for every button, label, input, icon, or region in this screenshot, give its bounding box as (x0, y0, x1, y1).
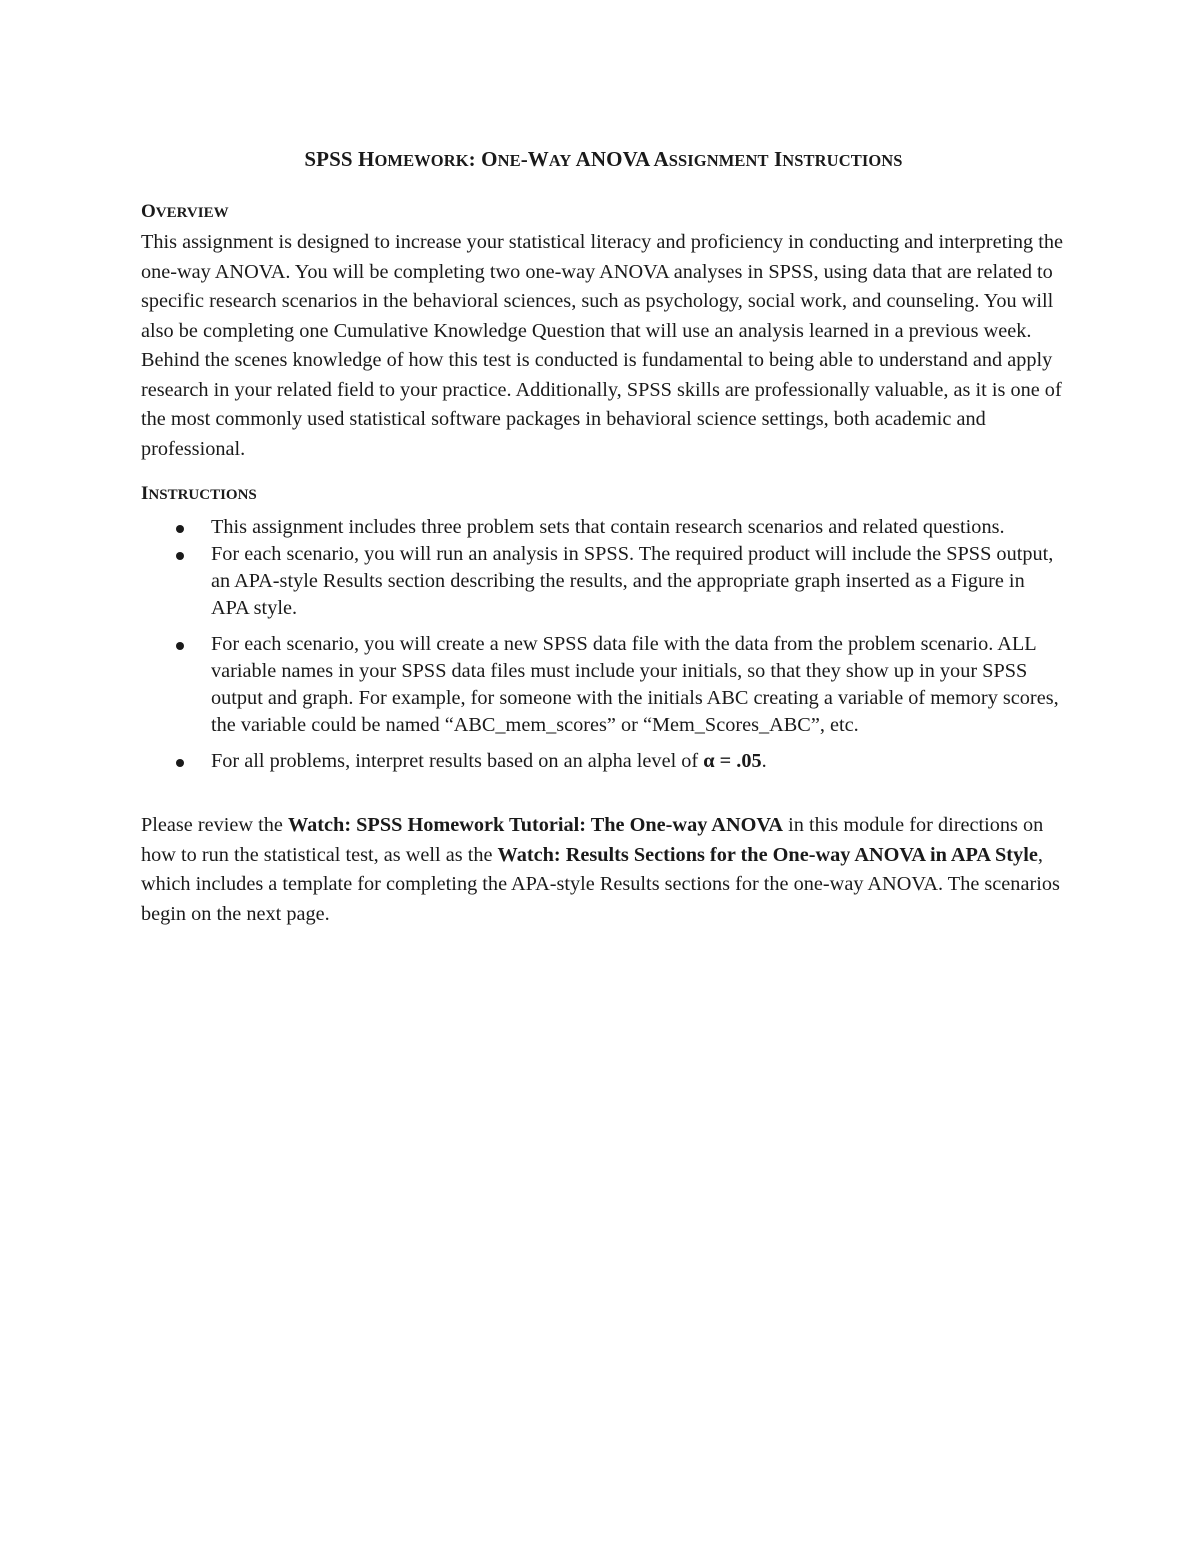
closing-text: , which includes a template for completing the APA-style Results sections for the one-way ANOVA. The scenarios begin on the next page. (141, 843, 1060, 925)
bullet-icon (176, 525, 184, 533)
title-part: OMEWORK (374, 151, 469, 170)
results-reference: Watch: Results Sections for the One-way ANOVA in APA Style (497, 843, 1038, 866)
heading-part: VERVIEW (155, 205, 229, 221)
title-part: SPSS H (304, 147, 375, 171)
list-item (141, 748, 1066, 775)
list-item-text: For all problems, interpret results based on an alpha level of (211, 750, 704, 772)
overview-heading (141, 199, 1066, 226)
list-item (141, 514, 1066, 541)
closing-paragraph (141, 811, 1066, 929)
page-title (141, 143, 1066, 177)
title-part: I (768, 147, 783, 171)
document-content (141, 143, 1066, 949)
title-part: AY (548, 151, 572, 170)
closing-text: Please review the (141, 814, 288, 836)
title-part: - (520, 147, 528, 171)
title-part: NSTRUCTIONS (782, 151, 903, 170)
list-item (141, 541, 1066, 622)
instructions-heading (141, 481, 1066, 508)
alpha-value: α = .05 (703, 750, 762, 772)
title-part: O (481, 147, 498, 171)
tutorial-reference: Watch: SPSS Homework Tutorial: The One-way ANOVA (287, 814, 784, 836)
closing-text: in this module for directions on how to run the statistical test, as well as the (141, 814, 1044, 866)
bullet-icon (176, 552, 184, 560)
title-part: NE (497, 151, 521, 170)
list-item-text: This assignment includes three problem sets that contain research scenarios and related questions. (211, 516, 1005, 538)
list-item-text: For each scenario, you will create a new SPSS data file with the data from the problem scenario. ALL variable names in your SPSS data files must include your initials, so that they show up in your SPSS output and graph. For example, for someone with the initials ABC creating a variable of memory scores, the variable could be named “ABC_mem_scores” or “Mem_Scores_ABC”, etc. (211, 633, 1059, 736)
title-part: ANOVA (571, 147, 654, 171)
list-item-text: For each scenario, you will run an analysis in SPSS. The required product will include the SPSS output, an APA-style Results section describing the results, and the appropriate graph inserted as a Figure in APA style. (211, 543, 1054, 619)
instructions-list (141, 514, 1066, 775)
list-item-text: . (761, 750, 767, 772)
heading-part: NSTRUCTIONS (148, 487, 257, 503)
heading-part: O (141, 201, 156, 222)
bullet-icon (176, 642, 184, 650)
title-part: SSIGNMENT (668, 151, 769, 170)
overview-paragraph: This assignment is designed to increase your statistical literacy and proficiency in conducting and interpreting the one-way ANOVA. You will be completing two one-way ANOVA analyses in SPSS, using data that are related to specific research scenarios in the behavioral sciences, such as psychology, social work, and counseling. You will also be completing one Cumulative Knowledge Question that will use an analysis learned in a previous week. Behind the scenes knowledge of how this test is conducted is fundamental to being able to understand and apply research in your related field to your practice. Additionally, SPSS skills are professionally valuable, as it is one of the most commonly used statistical software packages in behavioral science settings, both academic and professional. (141, 231, 1063, 460)
title-part: A (653, 147, 669, 171)
title-part: : (468, 147, 482, 171)
title-part: W (527, 147, 549, 171)
bullet-icon (176, 759, 184, 767)
heading-part: I (141, 483, 149, 504)
list-item (141, 631, 1066, 739)
